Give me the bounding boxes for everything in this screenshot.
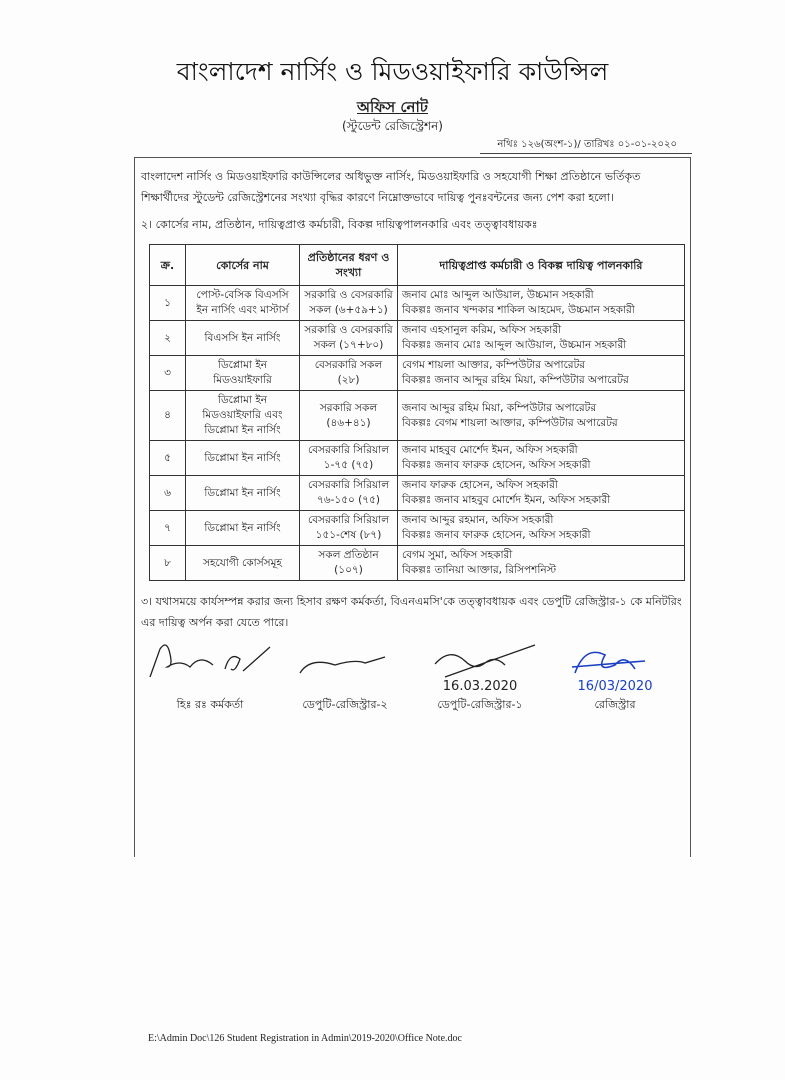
signature-date-dr1: 16.03.2020: [442, 679, 518, 694]
staff-primary: জনাব আব্দুর রহিম মিয়া, কম্পিউটার অপারেটর: [402, 401, 597, 414]
cell-institution: বেসরকারি সিরিয়াল ৭৬-১৫০ (৭৫): [300, 476, 398, 511]
cell-institution: বেসরকারি সকল (২৮): [300, 356, 398, 391]
staff-alternate: বিকল্পঃ জনাব খন্দকার শাকিল আহমেদ, উচ্চমান সহকারী: [402, 304, 635, 316]
signature-row: [141, 639, 684, 712]
cell-staff: [398, 546, 685, 581]
cell-staff: [398, 356, 685, 391]
cell-institution: বেসরকারি সিরিয়াল ১-৭৫ (৭৫): [300, 441, 398, 476]
signature-3: [280, 639, 410, 679]
cell-staff: [398, 476, 685, 511]
cell-serial: ১: [150, 286, 186, 321]
table-row: [150, 286, 685, 321]
note-border: [134, 157, 691, 857]
signature-4: [415, 639, 545, 679]
col-institution: প্রতিষ্ঠানের ধরণ ও সংখ্যা: [300, 245, 398, 286]
cell-institution: বেসরকারি সিরিয়াল ১৫১-শেষ (৮৭): [300, 511, 398, 546]
cell-course: ডিপ্লোমা ইন নার্সিং: [186, 441, 300, 476]
cell-serial: ২: [150, 321, 186, 356]
table-row: [150, 391, 685, 441]
signature-date-registrar: 16/03/2020: [577, 679, 653, 694]
cell-serial: ৭: [150, 511, 186, 546]
cell-institution: সরকারি সকল (৪৬+৪১): [300, 391, 398, 441]
assignment-table: [149, 244, 685, 581]
staff-primary: বেগম সুমা, অফিস সহকারী: [402, 549, 513, 561]
col-serial: ক্র.: [150, 245, 186, 286]
staff-primary: জনাব মাহবুব মোর্শেদ ইমন, অফিস সহকারী: [402, 444, 578, 456]
file-path-footer: E:\Admin Doc\126 Student Registration in Admin\2019-2020\Office Note.doc: [148, 1033, 462, 1044]
cell-staff: [398, 441, 685, 476]
cell-staff: [398, 321, 685, 356]
cell-course: ডিপ্লোমা ইন নার্সিং: [186, 476, 300, 511]
table-row: [150, 511, 685, 546]
staff-alternate: বিকল্পঃ জনাব ফারুক হোসেন, অফিস সহকারী: [402, 529, 591, 541]
signature-registrar: [550, 639, 680, 679]
staff-alternate: বিকল্পঃ জনাব মোঃ আব্দুল আউয়াল, উচ্চমান সহকারী: [402, 339, 627, 351]
cell-course: ডিপ্লোমা ইন মিডওয়াইফারি: [186, 356, 300, 391]
table-row: [150, 546, 685, 581]
staff-alternate: বিকল্পঃ জনাব আব্দুর রহিম মিয়া, কম্পিউটার অপারেটর: [402, 374, 629, 386]
cell-serial: ৩: [150, 356, 186, 391]
note-subtitle: (স্টুডেন্ট রেজিস্ট্রেশন): [342, 119, 443, 133]
label-registrar: রেজিস্ট্রার: [594, 698, 636, 711]
staff-primary: জনাব ফারুক হোসেন, অফিস সহকারী: [402, 479, 558, 491]
cell-institution: সকল প্রতিষ্ঠান (১০৭): [300, 546, 398, 581]
staff-primary: জনাব এহসানুল করিম, অফিস সহকারী: [402, 324, 562, 336]
staff-alternate: বিকল্পঃ বেগম শায়লা আক্তার, কম্পিউটার অপারেটর: [402, 416, 618, 429]
signature-block-dr1: [415, 639, 545, 712]
cell-staff: [398, 511, 685, 546]
table-row: [150, 476, 685, 511]
staff-alternate: বিকল্পঃ জনাব মাহবুব মোর্শেদ ইমন, অফিস সহকারী: [402, 494, 611, 506]
staff-primary: জনাব আব্দুর রহমান, অফিস সহকারী: [402, 514, 554, 526]
col-staff: দায়িত্বপ্রাপ্ত কর্মচারী ও বিকল্প দায়িত্ব পালনকারি: [398, 245, 685, 286]
table-header-row: [150, 245, 685, 286]
table-row: [150, 441, 685, 476]
cell-serial: ৬: [150, 476, 186, 511]
paragraph-2: ২। কোর্সের নাম, প্রতিষ্ঠান, দায়িত্বপ্রাপ্ত কর্মচারী, বিকল্প দায়িত্বপালনকারি এবং তত্ত্বাবধায়কঃ: [141, 218, 538, 231]
signature-block-accounts: [145, 639, 275, 712]
label-deputy-registrar-1: ডেপুটি-রেজিস্ট্রার-১: [437, 698, 523, 711]
cell-course: পোস্ট-বেসিক বিএসসি ইন নার্সিং এবং মাস্টার্স: [186, 286, 300, 321]
staff-primary: জনাব মোঃ আব্দুল আউয়াল, উচ্চমান সহকারী: [402, 289, 594, 301]
staff-alternate: বিকল্পঃ জনাব ফারুক হোসেন, অফিস সহকারী: [402, 459, 591, 471]
cell-institution: সরকারি ও বেসরকারি সকল (৬+৫৯+১): [300, 286, 398, 321]
cell-course: বিএসসি ইন নার্সিং: [186, 321, 300, 356]
label-accounts-officer: হিঃ রঃ কর্মকর্তা: [176, 698, 244, 711]
cell-course: ডিপ্লোমা ইন নার্সিং: [186, 511, 300, 546]
cell-staff: [398, 286, 685, 321]
signature-block-dr2: [280, 639, 410, 712]
cell-institution: সরকারি ও বেসরকারি সকল (১৭+৮০): [300, 321, 398, 356]
organization-title: বাংলাদেশ নার্সিং ও মিডওয়াইফারি কাউন্সিল: [176, 57, 609, 86]
divider: [480, 153, 692, 154]
cell-staff: [398, 391, 685, 441]
table-row: [150, 356, 685, 391]
paragraph-1: বাংলাদেশ নার্সিং ও মিডওয়াইফারি কাউন্সিলের অধিভুক্ত নার্সিং, মিডওয়াইফারি ও সহযোগী শিক্ষা প্রতিষ্ঠানে ভর্তিকৃত শিক্ষার্থীদের স্টুডেন্ট রেজিস্ট্রেশনের সংখ্যা বৃদ্ধির কারণে নিম্নোক্তভাবে দায়িত্ব পুনঃবন্টনের জন্য পেশ করা হলো।: [141, 170, 641, 204]
cell-serial: ৫: [150, 441, 186, 476]
cell-course: ডিপ্লোমা ইন মিডওয়াইফারি এবং ডিপ্লোমা ইন নার্সিং: [186, 391, 300, 441]
staff-primary: বেগম শায়লা আক্তার, কম্পিউটার অপারেটর: [402, 359, 586, 371]
table-row: [150, 321, 685, 356]
staff-alternate: বিকল্পঃ তানিয়া আক্তার, রিসিপশনিস্ট: [402, 564, 557, 576]
label-deputy-registrar-2: ডেপুটি-রেজিস্ট্রার-২: [302, 698, 388, 711]
note-title: অফিস নোট: [357, 98, 428, 116]
cell-serial: ৮: [150, 546, 186, 581]
col-course: কোর্সের নাম: [186, 245, 300, 286]
signature-block-registrar: [550, 639, 680, 712]
cell-course: সহযোগী কোর্সসমূহ: [186, 546, 300, 581]
cell-serial: ৪: [150, 391, 186, 441]
paragraph-3: ৩। যথাসময়ে কার্যসম্পন্ন করার জন্য হিসাব রক্ষণ কর্মকর্তা, বিএনএমসি'কে তত্ত্বাবধায়ক এবং ডেপুটি রেজিস্ট্রার-১ কে মনিটরিং এর দায়িত্ব অর্পন করা যেতে পারে।: [141, 595, 682, 629]
file-reference: নথিঃ ১২৬(অংশ-১)/ তারিখঃ ০১-০১-২০২০: [497, 139, 677, 150]
signature-1: [145, 639, 275, 679]
